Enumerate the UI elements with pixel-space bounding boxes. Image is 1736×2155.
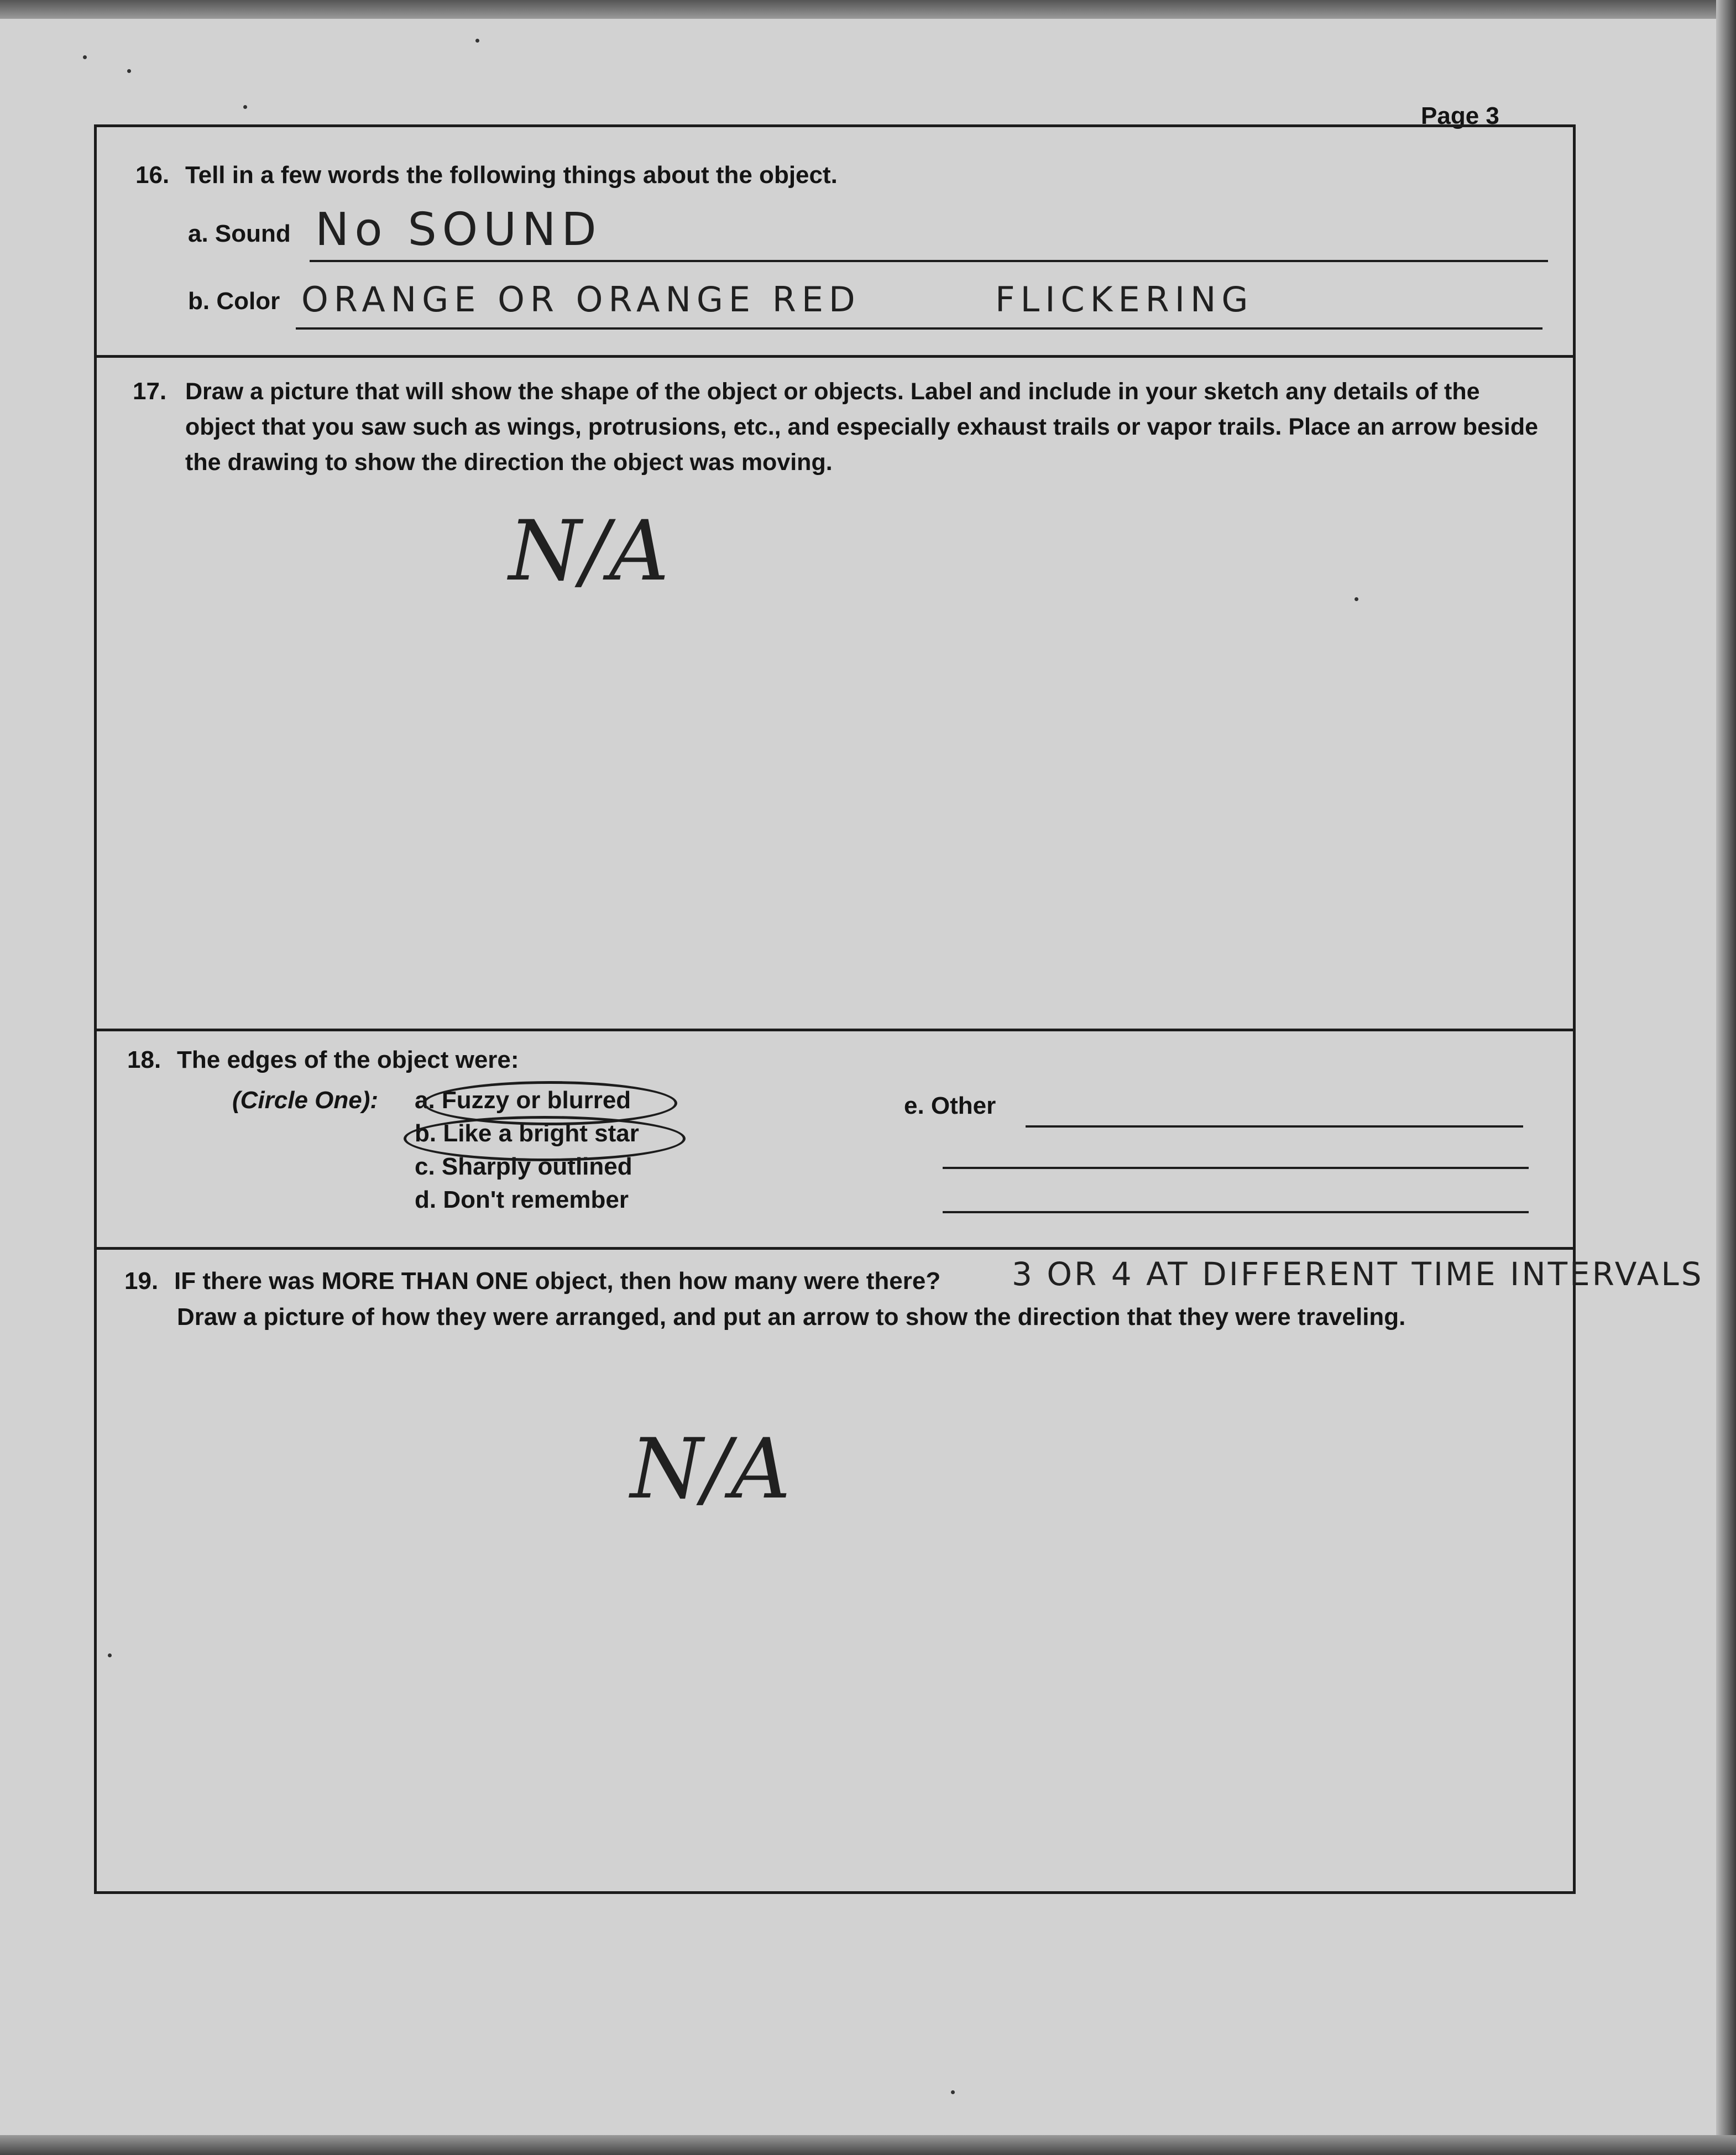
q18-number: 18.	[127, 1046, 161, 1073]
color-label: b. Color	[188, 288, 280, 315]
q16-number: 16.	[135, 161, 170, 189]
circle-one-instruction: (Circle One):	[232, 1087, 379, 1114]
q19-line2: Draw a picture of how they were arranged, and put an arrow to show the direction that they were traveling.	[177, 1303, 1406, 1330]
q17-text: Draw a picture that will show the shape of the object or objects. Label and include in your sketch any details of the object that you saw such as wings, protrusions, etc., and especially exhaust trails or vapor trails. Place an arrow beside the drawing to show the direction the object was moving.	[185, 378, 1539, 476]
scan-speck	[83, 55, 87, 59]
sound-label: a. Sound	[188, 220, 291, 247]
q19-number: 19.	[124, 1267, 159, 1295]
edge-option-sharp: c. Sharply outlined	[415, 1153, 632, 1180]
other-label: e. Other	[904, 1092, 996, 1119]
other-line	[943, 1211, 1529, 1213]
color-value: ORANGE OR ORANGE RED	[301, 279, 861, 320]
q16-heading	[135, 158, 838, 193]
q19-line1: IF there was MORE THAN ONE object, then how many were there?	[174, 1267, 941, 1295]
section-divider	[97, 1247, 1573, 1250]
sound-line	[310, 260, 1548, 262]
q19-heading	[124, 1264, 940, 1299]
q18-heading	[127, 1042, 519, 1078]
scan-top-edge	[0, 0, 1736, 19]
q16-text: Tell in a few words the following things about the object.	[185, 161, 838, 189]
sound-value: No SOUND	[315, 204, 602, 256]
other-line	[943, 1167, 1529, 1169]
scan-speck	[127, 69, 131, 73]
section-divider	[97, 355, 1573, 358]
scan-right-edge	[1716, 0, 1736, 2155]
other-line	[1026, 1125, 1523, 1128]
scan-bottom-edge	[0, 2135, 1736, 2155]
scan-speck	[243, 105, 247, 109]
selection-circle	[404, 1116, 686, 1161]
page-number: Page 3	[1421, 102, 1499, 129]
q17-answer: N/A	[509, 503, 670, 599]
color-line	[296, 327, 1542, 330]
color-extra: FLICKERING	[995, 279, 1254, 320]
scan-speck	[475, 39, 479, 43]
q19-inline-answer: 3 OR 4 AT DIFFERENT TIME INTERVALS	[1012, 1255, 1704, 1293]
q19-answer: N/A	[630, 1421, 791, 1517]
q18-text: The edges of the object were:	[177, 1046, 519, 1073]
section-divider	[97, 1029, 1573, 1031]
edge-option-dont-remember: d. Don't remember	[415, 1186, 629, 1213]
q17-number: 17.	[133, 378, 167, 405]
edge-option-fuzzy: a. Fuzzy or blurred	[415, 1087, 631, 1114]
scan-speck	[951, 2090, 955, 2094]
edge-option-bright-star: b. Like a bright star	[415, 1120, 639, 1147]
